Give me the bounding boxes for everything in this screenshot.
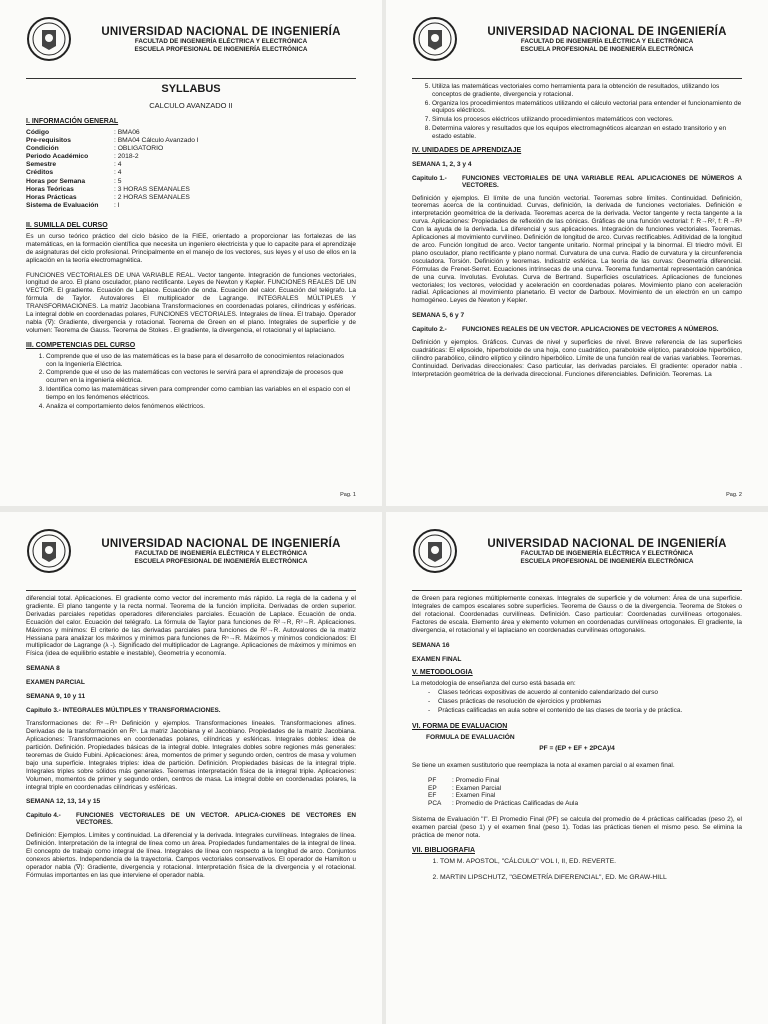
week-heading: SEMANA 8	[26, 665, 60, 673]
university-name: UNIVERSIDAD NACIONAL DE INGENIERÍA	[101, 538, 341, 550]
bibliography-list	[412, 858, 742, 883]
faculty-name: FACULTAD DE INGENIERÍA ELÉCTRICA Y ELECTRÓNICA	[520, 550, 694, 557]
chapter-paragraph: diferencial total. Aplicaciones. El gradiente como vector del incremento más rápido. La regla de la cadena y el gradiente. El plano tangente y la recta normal. Teorema de la función implícita. Derivadas de orden superior. Derivadas parciales repetidas operadores diferenciales parciales. Ecuación de Laplace. Ecuación de onda. Ecuación del calor. Ecuación del telégrafo. La fórmula de Taylor para funciones de R²→R, R³→R. Aplicaciones. Máximos y mínimos: El criterio de las derivadas parciales para funciones de R²→R. Autovalores de la matriz Hessiana para analizar los máximos y mínimos para funciones de Rⁿ→R. Máximos y mínimos condicionados: El multiplicador de Lagrange (λ -). Significado del multiplicador de Lagrange. Aplicaciones de máximos y mínimos en Física (idea de equilibrio estable e inestable), Geometría y economía.	[26, 595, 356, 658]
chapter-title: FUNCIONES REALES DE UN VECTOR. APLICACIONES DE VECTORES A NÚMEROS.	[462, 326, 719, 334]
university-name: UNIVERSIDAD NACIONAL DE INGENIERÍA	[487, 26, 727, 38]
chapter-title: Capitulo 3.- INTEGRALES MÚLTIPLES Y TRANSFORMACIONES.	[26, 707, 221, 715]
info-row: Semestre : 4	[26, 161, 122, 169]
section-heading-competencias: III. COMPETENCIAS DEL CURSO	[26, 341, 136, 349]
faculty-name: FACULTAD DE INGENIERÍA ELÉCTRICA Y ELECTRÓNICA	[134, 550, 308, 557]
table-row: PCA : Promedio de Prácticas Calificadas de Aula	[428, 800, 579, 808]
chapter-label: Capitulo 4.-	[26, 812, 61, 820]
week-heading: SEMANA 1, 2, 3 y 4	[412, 160, 472, 168]
evaluation-paragraph: Se tiene un examen sustitutorio que reemplaza la nota al examen parcial o al examen final.	[412, 761, 675, 769]
list-item: 2. MARTIN LIPSCHUTZ, "GEOMETRÍA DIFERENCIAL", ED. Mc GRAW-HILL	[440, 874, 742, 882]
page-number: Pag. 1	[340, 492, 356, 498]
header-divider	[26, 78, 356, 79]
page-header	[26, 528, 356, 590]
page-header	[412, 16, 742, 78]
list-item: 7. Simula los procesos eléctricos utilizando procedimientos matemáticos con vectores.	[432, 116, 742, 124]
page-header	[412, 528, 742, 590]
competencias-list	[26, 353, 356, 411]
page-1	[0, 0, 382, 506]
university-name: UNIVERSIDAD NACIONAL DE INGENIERÍA	[101, 26, 341, 38]
page-3	[0, 512, 382, 1024]
list-item: 1. Comprende que el uso de las matemáticas es la base para el desarrollo de conocimientos relacionados con la Ingeniería Eléctrica.	[46, 353, 356, 369]
formula-heading: FORMULA DE EVALUACIÓN	[426, 733, 515, 741]
list-item: - Clases teóricas expositivas de acuerdo al contenido calendarizado del curso	[428, 689, 742, 697]
list-item: 4. Analiza el comportamiento delos fenómenos eléctricos.	[46, 403, 356, 411]
university-seal-icon	[26, 16, 72, 62]
header-divider	[26, 590, 356, 591]
sumilla-paragraph: FUNCIONES VECTORIALES DE UNA VARIABLE REAL. Vector tangente. Integración de funciones vectoriales, longitud de arco. El plano osculador, plano rectificante. Leyes de Newton y Kepler. FUNCIONES REALES DE UN VECTOR. El gradiente. Ecuación de Laplace. Ecuación de onda. Ecuación del calor. Ecuación del telégrafo. La fórmula de Taylor. Autovalores El multiplicador de Lagrange. INTEGRALES MÚLTIPLES Y TRANSFORMACIONES. La matriz Jacobiana Transformaciones en coordenadas polares, cilíndricas y esféricas. La integral doble en coordenadas polares, FUNCIONES VECTORIALES. Integrales de línea. El trabajo. Operador nabla (∇): Gradiente, divergencia y rotacional. Teorema de Green en el plano. Integrales de superficie y de volumen: Teorema de Gauss. Teorema de Stokes . El gradiente, la divergencia, el rotacional y el laplaciano.	[26, 271, 356, 334]
sumilla-paragraph: Es un curso teórico práctico del ciclo básico de la FIEE, orientado a proporcionar las fortalezas de las matemáticas, en la formación científica que necesita un ingeniero electricista y que lo capacite para el aprendizaje de asignaturas del ciclo profesional. Principalmente en el manejo de los vectores, sus leyes y el uso de ellos en la aplicación en la teoría electromagnética.	[26, 232, 356, 264]
chapter-paragraph: Definición: Ejemplos. Límites y continuidad. La diferencial y la derivada. Integrales curvilíneas. Integrales de línea. Definición. Interpretación de la integral de línea como un área. Propiedades fundamentales de la integral de línea. El concepto de trabajo como integral de línea. Integrales de línea con respecto a la longitud de arco. Conjuntos conexos abiertos. Independencia de la trayectoria. Campos vectoriales conservativos. El operador de Hamilton u operador nabla (∇): Gradiente, divergencia y rotacional. Interpretación física de la divergencia y el rotacional. Fórmulas importantes en las que interviene el operador nabla.	[26, 832, 356, 879]
page-4	[386, 512, 768, 1024]
header-divider	[412, 590, 742, 591]
list-item: - Clases prácticas de resolución de ejercicios y problemas	[428, 698, 742, 706]
chapter-label: Capitulo 2.-	[412, 326, 447, 334]
course-name: CALCULO AVANZADO II	[149, 101, 233, 110]
university-name: UNIVERSIDAD NACIONAL DE INGENIERÍA	[487, 538, 727, 550]
info-row: Horas Teóricas : 3 HORAS SEMANALES	[26, 185, 190, 193]
chapter-heading	[412, 326, 742, 333]
methodology-list	[412, 689, 742, 714]
info-row: Horas Prácticas : 2 HORAS SEMANALES	[26, 193, 190, 201]
evaluation-paragraph: Sistema de Evaluación "I". El Promedio Final (PF) se calcula del promedio de 4 prácticas calificadas (peso 2), el examen parcial (peso 1) y el examen final (peso 1). Todas las prácticas tienen el mismo peso. Se elimina la práctica de menor nota.	[412, 815, 742, 839]
header-divider	[412, 78, 742, 79]
list-item: 3. Identifica como las matemáticas sirven para comprender como cambian las variables en el espacio con el tiempo en los fenómenos eléctricos.	[46, 386, 356, 402]
syllabus-title: SYLLABUS	[161, 83, 221, 95]
section-heading-evaluacion: VI. FORMA DE EVALUACION	[412, 722, 508, 730]
chapter-heading	[26, 707, 356, 714]
university-seal-icon	[412, 16, 458, 62]
info-row: Horas por Semana : 5	[26, 177, 122, 185]
list-item: 1. TOM M. APOSTOL, "CÁLCULO" VOL I, II, ED. REVERTE.	[440, 858, 742, 866]
faculty-name: FACULTAD DE INGENIERÍA ELÉCTRICA Y ELECTRÓNICA	[520, 38, 694, 45]
exam-heading: EXAMEN FINAL	[412, 655, 462, 663]
chapter-paragraph: de Green para regiones múltiplemente conexas. Integrales de superficie y de volumen: Área de una superficie. Integrales de campos escalares sobre superficies. Teorema de Gauss o de la divergencia. Teorema de Stokes o del rotacional. Coordenadas curvilíneas. Definición. Caso particular: Coordenadas curvilíneas ortogonales. Factores de escala. Elemento área y elemento volumen en coordenadas curvilíneas ortogonales. El gradiente, la divergencia, el rotacional y el laplaciano en coordenadas curvilíneas ortogonales.	[412, 595, 742, 634]
evaluation-codes-table	[428, 777, 578, 808]
info-row: Código : BMA06	[26, 129, 140, 136]
list-item: 8. Determina valores y resultados que los equipos electromagnéticos alcanzan en estado transitorio y en estado estable.	[432, 125, 742, 141]
competencias-list-continued	[412, 83, 742, 141]
table-row: EP : Examen Parcial	[428, 784, 502, 792]
info-row: Sistema de Evaluación : I	[26, 201, 120, 209]
evaluation-formula: PF = (EP + EF + 2PCA)/4	[539, 744, 615, 752]
school-name: ESCUELA PROFESIONAL DE INGENIERÍA ELECTRÓNICA	[520, 46, 694, 53]
chapter-label: Capitulo 1.-	[412, 174, 447, 182]
list-item: 6. Organiza los procedimientos matemáticos utilizando el cálculo vectorial para entender el funcionamiento de equipos eléctricos.	[432, 100, 742, 116]
university-seal-icon	[26, 528, 72, 574]
table-row: EF : Examen Final	[428, 792, 496, 800]
school-name: ESCUELA PROFESIONAL DE INGENIERÍA ELECTRÓNICA	[134, 46, 308, 53]
exam-heading: EXAMEN PARCIAL	[26, 679, 85, 687]
week-heading: SEMANA 16	[412, 641, 450, 649]
week-heading: SEMANA 9, 10 y 11	[26, 693, 86, 701]
section-heading-info: I. INFORMACIÓN GENERAL	[26, 118, 119, 125]
chapter-paragraph: Definición y ejemplos. El límite de una función vectorial. Teoremas sobre límites. Continuidad. Definición, teoremas acerca de la continuidad. Curvas, definición, la derivada de funciones vectoriales. Definición e interpretación geométrica de la derivada. Teoremas acerca de la derivada. Vector tangente y recta tangente a la curva. Aplicaciones: Propiedades de reflexión de las cónicas. Gráficas de una función vectorial: f: R→R², f: R→R³ Con la ayuda de la derivada. La diferencial y sus aplicaciones. Integración de funciones vectoriales. Teoremas. Aplicaciones al movimiento curvilíneo. Definición de longitud de arco. Curvas rectificables. Aditividad de la longitud de arco. Función longitud de arco. Vector tangente unitario. Normal principal y la binormal. El triedro móvil. El plano osculador, plano rectificante y plano normal. Curvatura de una curva. Radio de curvatura y la circunferencia osculadora. Torsión. Definición y teoremas. Indicatriz esférica. La teoría de las curvas: Geometría diferencial. Fórmulas de Frenet-Serret. Ecuaciones intrínsecas de una curva. Teorema fundamental representación canónica de una curva. Involutas. Evolutas. Curva de Bertrand. Superficies osculatrices. Aplicaciones de funciones vectoriales; los vectores, velocidad y aceleración en coordenadas polares. Movimiento plano con aceleración radial. Aplicaciones al movimiento planetario. El vector de Darboux. Movimiento de un electrón en un campo homogéneo. Leyes de Newton y Kepler.	[412, 194, 742, 305]
section-heading-bibliografia: VII. BIBLIOGRAFIA	[412, 846, 475, 854]
list-item: - Prácticas calificadas en aula sobre el contenido de las clases de teoría y de práctica.	[428, 707, 742, 715]
info-row: Periodo Académico : 2018-2	[26, 153, 139, 161]
page-number: Pag. 2	[726, 492, 742, 498]
section-heading-metodologia: V. METODOLOGIA	[412, 668, 473, 676]
list-item: 2. Comprende que el uso de las matemáticas con vectores le servirá para el aprendizaje de procesos que ocurren en la ingeniería eléctrica.	[46, 369, 356, 385]
list-item: 5. Utiliza las matemáticas vectoriales como herramienta para la obtención de resultados, utilizando los conceptos de gradiente, divergencia y rotacional.	[432, 83, 742, 99]
page-header	[26, 16, 356, 78]
section-heading-unidades: IV. UNIDADES DE APRENDIZAJE	[412, 146, 522, 154]
info-row: Pre-requisitos : BMA04 Cálculo Avanzado I	[26, 137, 199, 145]
chapter-paragraph: Definición y ejemplos. Gráficos. Curvas de nivel y superficies de nivel. Breve referencia de las superficies cuadráticas: El elipsoide, hiperboloide de una hoja, cono cuadrático, paraboloide elíptico, paraboloide hiperbólico, cilindro parabólico, cilindro elíptico y cilindro hiperbólico. Límite de una función real de varias variables. Teoremas. Continuidad. Derivadas direccionales: Caso particular, las derivadas parciales. El gradiente: operador nabla . Interpretación geométrica de la derivada direccional. Funciones diferenciables. Definición. Teoremas. La	[412, 339, 742, 378]
page-2	[386, 0, 768, 506]
chapter-paragraph: Transformaciones de: Rⁿ→Rⁿ Definición y ejemplos. Transformaciones lineales. Transformaciones afines. Derivadas de la transformación en Rⁿ. La matriz Jacobiana y el Jacobiano. Propiedades de la matriz Jacobiana. Aplicaciones: Transformaciones en coordenadas polares, cilíndricas y esféricas. Integrales dobles: idea de partición. Definición. Propiedades básicas de la integral doble. Integrales dobles sobre regiones más generales: teoremas de Guido Fubini. Aplicaciones: área, momentos de primer y segundo orden, centros de masa y volumen bajo una superficie. Integrales triples: idea de partición. Definición. Propiedades básicas de la integral triple. Integrales triples sobre sólidos más generales. Teoremas interpretación física de la integral triple. Aplicaciones: Volumen, momentos de primer y segundo orden, centros de masa. La integral doble en coordenadas polares, la integral triple en coordenadas cilíndricas y esféricas.	[26, 720, 356, 791]
section-heading-sumilla: II. SUMILLA DEL CURSO	[26, 221, 108, 229]
chapter-title: FUNCIONES VECTORIALES DE UN VECTOR. APLICA-CIONES DE VECTORES EN VECTORES.	[76, 812, 356, 827]
week-heading: SEMANA 12, 13, 14 y 15	[26, 798, 101, 806]
info-row: Condición : OBLIGATORIO	[26, 145, 164, 153]
general-info-table	[26, 129, 199, 210]
chapter-heading	[412, 175, 742, 189]
chapter-heading	[26, 812, 356, 826]
chapter-title: FUNCIONES VECTORIALES DE UNA VARIABLE REAL APLICACIONES DE NÚMEROS A VECTORES.	[462, 174, 742, 189]
info-row: Créditos : 4	[26, 169, 122, 177]
methodology-intro: La metodología de enseñanza del curso está basada en:	[412, 679, 576, 687]
faculty-name: FACULTAD DE INGENIERÍA ELÉCTRICA Y ELECTRÓNICA	[134, 38, 308, 45]
week-heading: SEMANA 5, 6 y 7	[412, 312, 465, 320]
table-row: PF : Promedio Final	[428, 776, 500, 784]
university-seal-icon	[412, 528, 458, 574]
school-name: ESCUELA PROFESIONAL DE INGENIERÍA ELECTRÓNICA	[520, 558, 694, 565]
school-name: ESCUELA PROFESIONAL DE INGENIERÍA ELECTRÓNICA	[134, 558, 308, 565]
